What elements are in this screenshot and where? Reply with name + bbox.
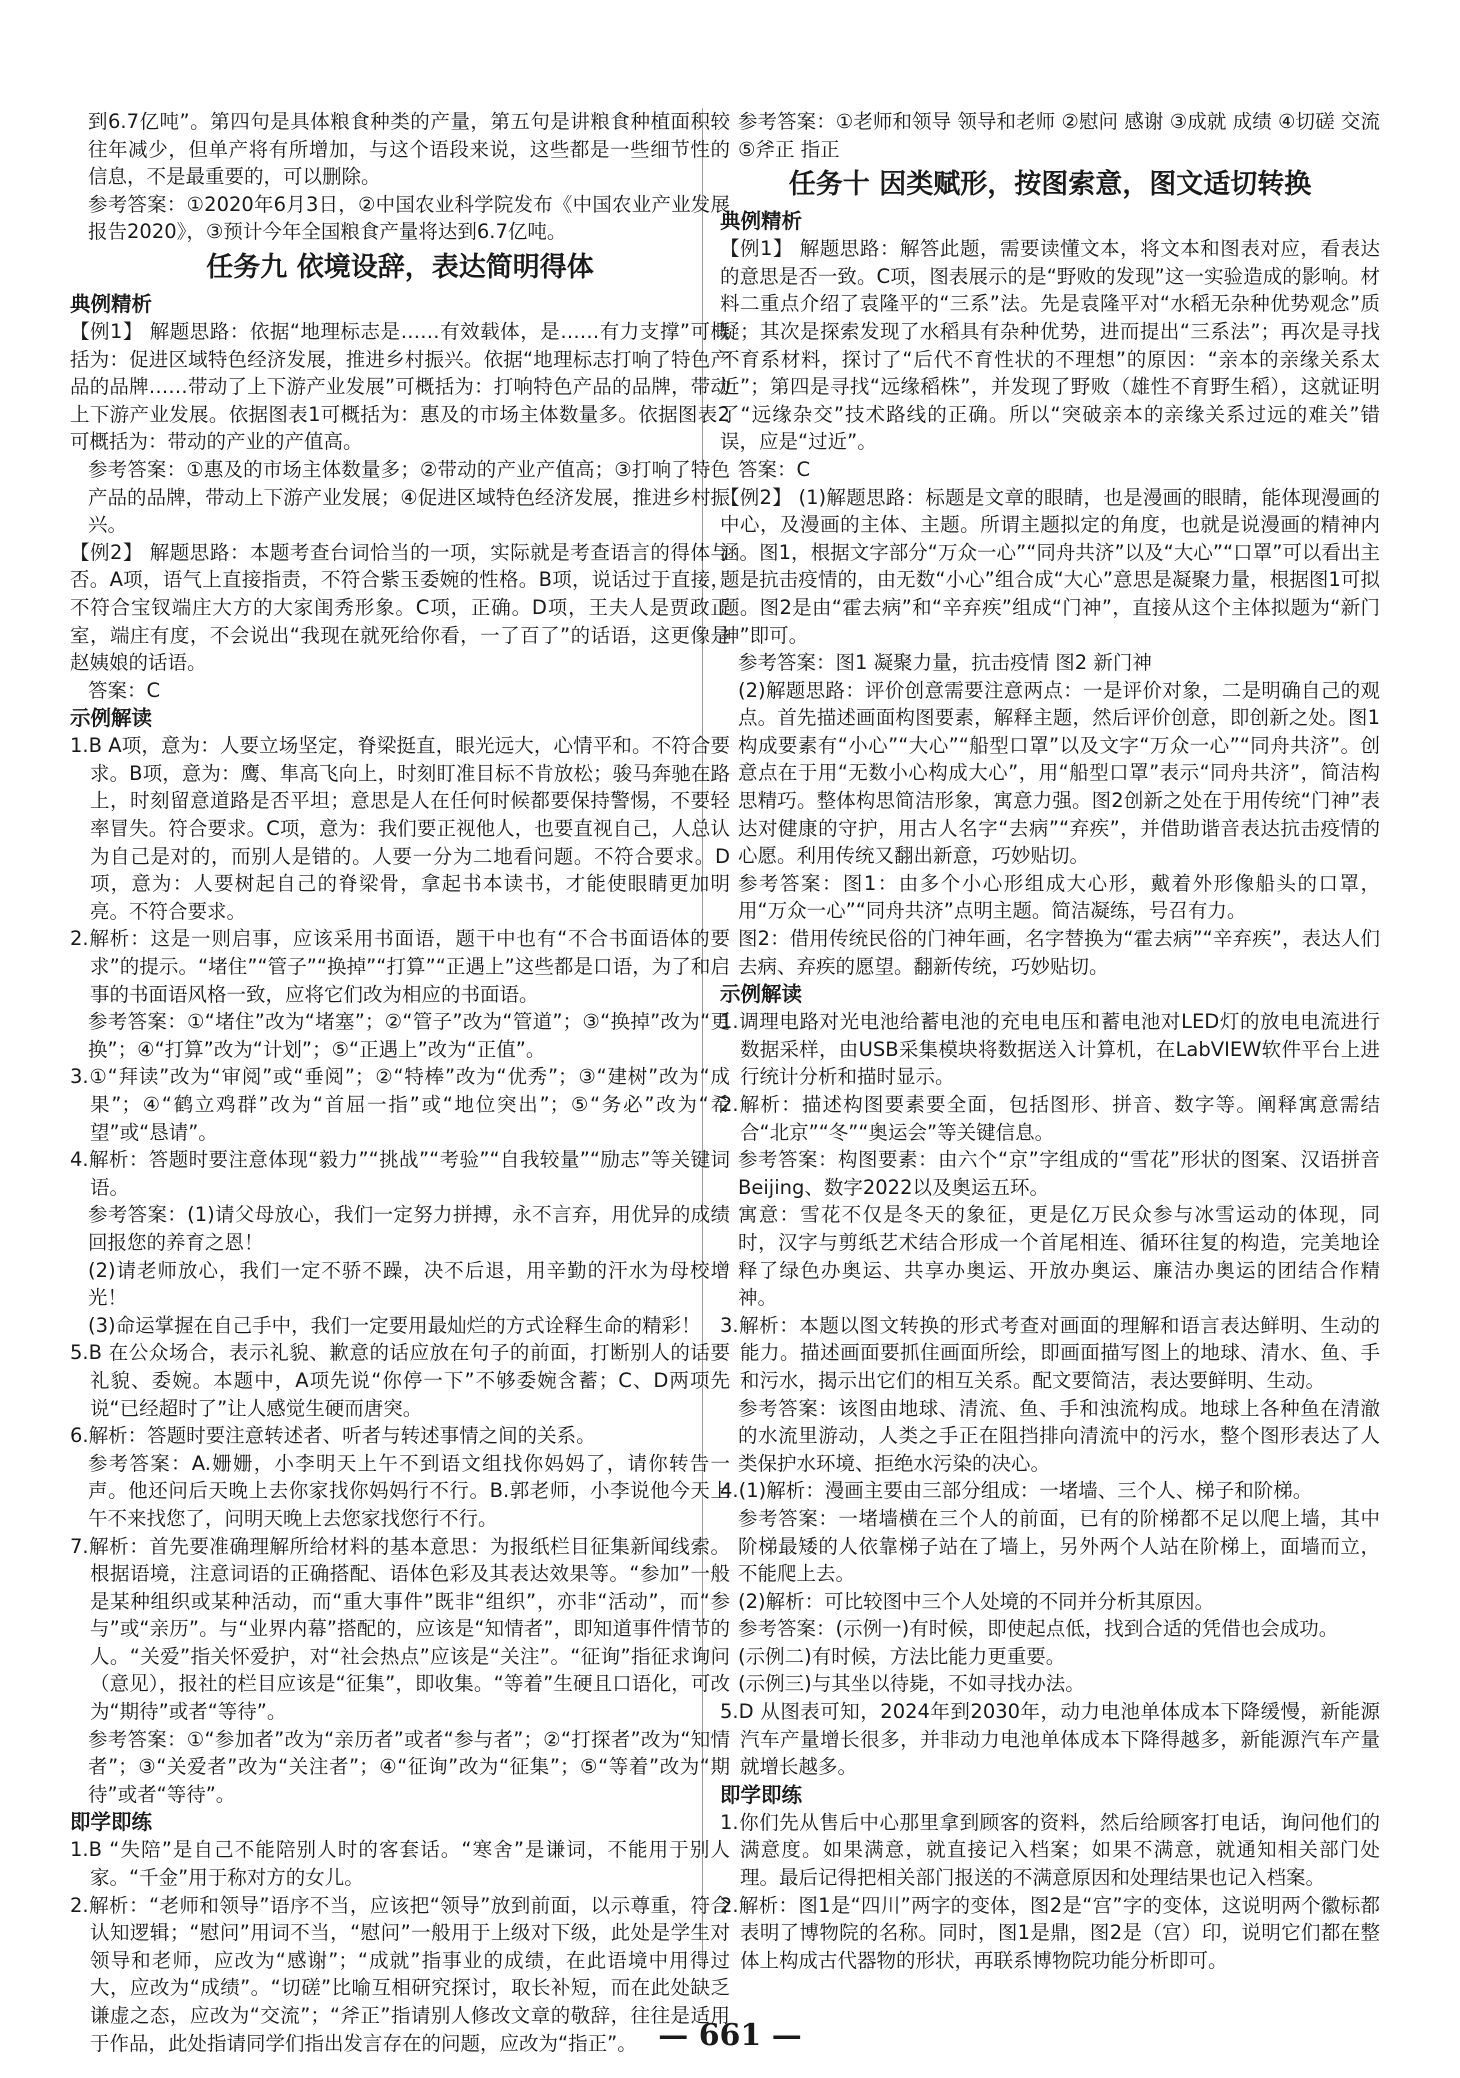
text-paragraph: 参考答案：①2020年6月3日，②中国农业科学院发布《中国农业产业发展报告2020》，③预计今年全国粮食产量将达到6.7亿吨。	[88, 192, 730, 244]
text-paragraph: 寓意：雪花不仅是冬天的象征，更是亿万民众参与冰雪运动的体现，同时，汉字与剪纸艺术结合形成一个首尾相连、循环往复的构造，完美地诠释了绿色办奥运、共享办奥运、开放办奥运、廉洁办奥运的团结合作精神。	[738, 1203, 1380, 1310]
right-column	[720, 108, 1380, 1974]
text-paragraph: 【例1】 解题思路：解答此题，需要读懂文本，将文本和图表对应，看表达的意思是否一致。C项，图表展示的是“野败的发现”这一实验造成的影响。材料二重点介绍了袁隆平的“三系”法。先是袁隆平对“水稻无杂种优势观念”质疑；其次是探索发现了水稻具有杂种优势，进而提出“三系法”；再次是寻找不育系材料，探讨了“后代不育性状的不理想”的原因：“亲本的亲缘关系太近”；第四是寻找“远缘稻株”，并发现了野败（雄性不育野生稻），这就证明了“远缘杂交”技术路线的正确。所以“突破亲本的亲缘关系过远的难关”错误，应是“过近”。	[720, 237, 1380, 454]
text-paragraph: 参考答案：①“堵住”改为“堵塞”；②“管子”改为“管道”；③“换掉”改为“更换”；④“打算”改为“计划”；⑤“正遇上”改为“正值”。	[88, 1010, 730, 1061]
text-paragraph: 答案：C	[738, 457, 811, 481]
text-paragraph: 参考答案：图1 凝聚力量，抗击疫情 图2 新门神	[738, 651, 1152, 675]
subsection-heading: 示例解读	[720, 982, 802, 1007]
text-paragraph: 参考答案：①“参加者”改为“亲历者”或者“参与者”；②“打探者”改为“知情者”；③“关爱者”改为“关注者”；④“征询”改为“征集”；⑤“等着”改为“期待”或者“等待”。	[88, 1727, 730, 1806]
text-paragraph: 参考答案：构图要素：由六个“京”字组成的“雪花”形状的图案、汉语拼音Beijing、数字2022以及奥运五环。	[738, 1148, 1380, 1199]
text-paragraph: 2.解析：这是一则启事，应该采用书面语，题干中也有“不合书面语体的要求”的提示。“堵住”“管子”“换掉”“打算”“正遇上”这些都是口语，为了和启事的书面语风格一致，应将它们改为相应的书面语。	[70, 927, 730, 1006]
text-paragraph: 2.解析：描述构图要素要全面，包括图形、拼音、数字等。阐释寓意需结合“北京”“冬”“奥运会”等关键信息。	[720, 1093, 1380, 1144]
text-paragraph: 答案：C	[88, 678, 161, 702]
text-paragraph: 1.B A项，意为：人要立场坚定，脊梁挺直，眼光远大，心情平和。不符合要求。B项，意为：鹰、隼高飞向上，时刻盯准目标不肯放松；骏马奔驰在路上，时刻留意道路是否平坦；意思是人在任何时候都要保持警惕，不要轻率冒失。符合要求。C项，意为：我们要正视他人，也要直视自己，人总认为自己是对的，而别人是错的。人要一分为二地看问题。不符合要求。D项，意为：人要树起自己的脊梁骨，拿起书本读书，才能使眼睛更加明亮。不符合要求。	[70, 734, 730, 923]
text-paragraph: 【例1】 解题思路：依据“地理标志是……有效载体，是……有力支撑”可概括为：促进区域特色经济发展，推进乡村振兴。依据“地理标志打响了特色产品的品牌……带动了上下游产业发展”可概括为：打响特色产品的品牌，带动上下游产业发展。依据图表1可概括为：惠及的市场主体数量多。依据图表2可概括为：带动的产业的产值高。	[70, 319, 730, 454]
subsection-heading: 示例解读	[70, 706, 152, 731]
text-paragraph: (2)请老师放心，我们一定不骄不躁，决不后退，用辛勤的汗水为母校增光！	[88, 1258, 730, 1310]
text-paragraph: 1.调理电路对光电池给蓄电池的充电电压和蓄电池对LED灯的放电电流进行数据采样，由USB采集模块将数据送入计算机，在LabVIEW软件平台上进行统计分析和描时显示。	[720, 1010, 1380, 1089]
section-title: 任务九 依境设辞，表达简明得体	[206, 251, 594, 283]
section-title: 任务十 因类赋形，按图索意，图文适切转换	[788, 169, 1312, 201]
text-paragraph: 2.解析：图1是“四川”两字的变体，图2是“宫”字的变体，这说明两个徽标都表明了博物院的名称。同时，图1是鼎，图2是（宫）印，说明它们都在整体上构成古代器物的形状，再联系博物院功能分析即可。	[720, 1893, 1380, 1972]
text-paragraph: (示例二)有时候，方法比能力更重要。	[738, 1644, 1066, 1668]
text-paragraph: 7.解析：首先要准确理解所给材料的基本意思：为报纸栏目征集新闻线索。根据语境，注意词语的正确搭配、语体色彩及其表达效果等。“参加”一般是某种组织或某种活动，而“重大事件”既非“组织”，亦非“活动”，而“参与”或“亲历”。与“业界内幕”搭配的，应该是“知情者”，即知道事件情节的人。“关爱”指关怀爱护，对“社会热点”应该是“关注”。“征询”指征求询问（意见），报社的栏目应该是“征集”，即收集。“等着”生硬且口语化，可改为“期待”或者“等待”。	[70, 1534, 730, 1724]
text-paragraph: (示例三)与其坐以待毙，不如寻找办法。	[738, 1672, 1085, 1696]
text-paragraph: 参考答案：①惠及的市场主体数量多；②带动的产业产值高；③打响了特色产品的品牌，带动上下游产业发展；④促进区域特色经济发展，推进乡村振兴。	[88, 457, 730, 537]
subsection-heading: 典例精析	[70, 291, 152, 316]
text-paragraph: 参考答案：A.姗姗，小李明天上午不到语文组找你妈妈了，请你转告一声。他还问后天晚上去你家找你妈妈行不行。B.郭老师，小李说他今天上午不来找您了，问明天晚上去您家找您行不行。	[88, 1451, 730, 1530]
page-number: 661	[698, 2018, 762, 2053]
text-paragraph: 6.解析：答题时要注意转述者、听者与转述事情之间的关系。	[70, 1424, 596, 1448]
text-paragraph: 【例2】 (1)解题思路：标题是文章的眼睛，也是漫画的眼睛，能体现漫画的中心，及漫画的主体、主题。所谓主题拟定的角度，也就是说漫画的精神内涵。图1，根据文字部分“万众一心”“同舟共济”以及“大心”“口罩”可以看出主题是抗击疫情的，由无数“小心”组合成“大心”意思是凝聚力量，根据图1可拟题。图2是由“霍去病”和“辛弃疾”组成“门神”，直接从这个主体拟题为“新门神”即可。	[720, 485, 1380, 647]
text-paragraph: 1.你们先从售后中心那里拿到顾客的资料，然后给顾客打电话，询问他们的满意度。如果满意，就直接记入档案；如果不满意，就通知相关部门处理。最后记得把相关部门报送的不满意原因和处理结果也记入档案。	[720, 1810, 1380, 1890]
text-paragraph: 4.解析：答题时要注意体现“毅力”“挑战”“考验”“自我较量”“励志”等关键词语。	[70, 1148, 730, 1199]
text-paragraph: 参考答案：图1：由多个小心形组成大心形，戴着外形像船头的口罩，用“万众一心”“同舟共济”点明主题。简洁凝练，号召有力。	[738, 871, 1380, 923]
text-paragraph: 参考答案：该图由地球、清流、鱼、手和浊流构成。地球上各种鱼在清澈的水流里游动，人类之手正在阻挡排向清流中的污水，整个图形表达了人类保护水环境、拒绝水污染的决心。	[738, 1396, 1380, 1475]
text-paragraph: 2.解析：“老师和领导”语序不当，应该把“领导”放到前面，以示尊重，符合认知逻辑；“慰问”用词不当，“慰问”一般用于上级对下级，此处是学生对领导和老师，应改为“感谢”；“成就”指事业的成绩，在此语境中用得过大，应改为“成绩”。“切磋”比喻互相研究探讨，取长补短，而在此处缺乏谦虚之态，应改为“交流”；“斧正”指请别人修改文章的敬辞，往往是适用于作品，此处指请同学们指出发言存在的问题，应改为“指正”。	[70, 1893, 730, 2055]
text-paragraph: 参考答案：一堵墙横在三个人的前面，已有的阶梯都不足以爬上墙，其中阶梯最矮的人依靠梯子站在了墙上，另外两个人站在阶梯上，面墙而立，不能爬上去。	[738, 1506, 1380, 1586]
text-paragraph: 5.B 在公众场合，表示礼貌、歉意的话应放在句子的前面，打断别人的话要礼貌、委婉。本题中，A项先说“你停一下”不够委婉含蓄；C、D两项先说“已经超时了”让人感觉生硬而唐突。	[70, 1341, 730, 1420]
text-paragraph: (3)命运掌握在自己手中，我们一定要用最灿烂的方式诠释生命的精彩！	[88, 1313, 701, 1337]
text-paragraph: 到6.7亿吨”。第四句是具体粮食种类的产量，第五句是讲粮食种植面积较往年减少，但单产将有所增加，与这个语段来说，这些都是一些细节性的信息，不是最重要的，可以删除。	[88, 110, 730, 189]
text-paragraph: 参考答案：①老师和领导 领导和老师 ②慰问 感谢 ③成就 成绩 ④切磋 交流 ⑤斧正 指正	[738, 110, 1380, 161]
subsection-heading: 即学即练	[70, 1810, 152, 1835]
subsection-heading: 典例精析	[720, 209, 802, 234]
text-paragraph: 【例2】 解题思路：本题考查台词恰当的一项，实际就是考查语言的得体与否。A项，语气上直接指责，不符合紫玉委婉的性格。B项，说话过于直接，不符合宝钗端庄大方的大家闺秀形象。C项，正确。D项，王夫人是贾政正室，端庄有度，不会说出“我现在就死给你看，一了百了”的话语，这更像是赵姨娘的话语。	[70, 540, 730, 675]
text-paragraph: (2)解析：可比较图中三个人处境的不同并分析其原因。	[738, 1589, 1215, 1613]
text-paragraph: 参考答案：(示例一)有时候，即使起点低，找到合适的凭借也会成功。	[738, 1617, 1339, 1641]
text-paragraph: 参考答案：(1)请父母放心，我们一定努力拼搏，永不言弃，用优异的成绩回报您的养育之恩！	[88, 1203, 730, 1254]
left-column	[70, 108, 730, 2057]
subsection-heading: 即学即练	[720, 1782, 802, 1807]
text-paragraph: 图2：借用传统民俗的门神年画，名字替换为“霍去病”“辛弃疾”，表达人们去病、弃疾的愿望。翻新传统，巧妙贴切。	[738, 927, 1380, 978]
text-paragraph: 4.(1)解析：漫画主要由三部分组成：一堵墙、三个人、梯子和阶梯。	[720, 1479, 1313, 1503]
text-paragraph: 1.B “失陪”是自己不能陪别人时的客套话。“寒舍”是谦词，不能用于别人家。“千金”用于称对方的女儿。	[70, 1838, 730, 1890]
text-paragraph: 5.D 从图表可知，2024年到2030年，动力电池单体成本下降缓慢，新能源汽车产量增长很多，并非动力电池单体成本下降得越多，新能源汽车产量就增长越多。	[720, 1700, 1380, 1779]
text-paragraph: 3.解析：本题以图文转换的形式考查对画面的理解和语言表达鲜明、生动的能力。描述画面要抓住画面所绘，即画面描写图上的地球、清水、鱼、手和污水，揭示出它们的相互关系。配文要简洁，表达要鲜明、生动。	[720, 1313, 1380, 1392]
text-paragraph: 3.①“拜读”改为“审阅”或“垂阅”；②“特棒”改为“优秀”；③“建树”改为“成果”；④“鹤立鸡群”改为“首屈一指”或“地位突出”；⑤“务必”改为“希望”或“恳请”。	[70, 1065, 730, 1144]
text-paragraph: (2)解题思路：评价创意需要注意两点：一是评价对象，二是明确自己的观点。首先描述画面构图要素，解释主题，然后评价创意，即创新之处。图1构成要素有“小心”“大心”“船型口罩”以及文字“万众一心”“同舟共济”。创意点在于用“无数小心构成大心”，用“船型口罩”表示“同舟共济”，简洁构思精巧。整体构思简洁形象，寓意力强。图2创新之处在于用传统“门神”表达对健康的守护，用古人名字“去病”“弃疾”，并借助谐音表达抗击疫情的心愿。利用传统又翻出新意，巧妙贴切。	[738, 678, 1380, 868]
page-footer: — 661 —	[658, 2018, 802, 2053]
